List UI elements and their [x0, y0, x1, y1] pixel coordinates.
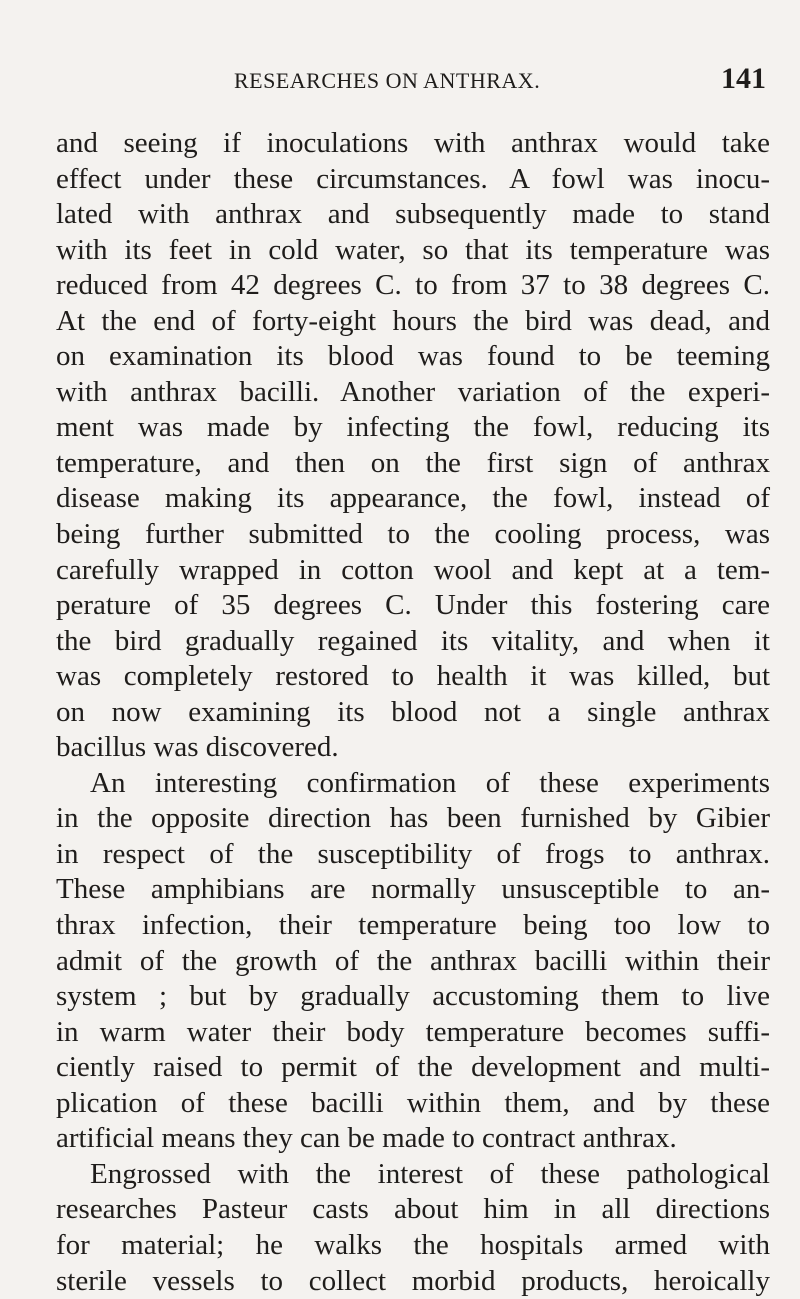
body-text [56, 126, 770, 1299]
text-line: plication of these bacilli within them, and by these [56, 1086, 770, 1122]
running-head [56, 62, 770, 102]
text-line: in warm water their body temperature becomes suffi- [56, 1015, 770, 1051]
text-line: on examination its blood was found to be teeming [56, 339, 770, 375]
text-line: with its feet in cold water, so that its temperature was [56, 233, 770, 269]
page-number: 141 [721, 62, 766, 96]
text-line: with anthrax bacilli. Another variation of the experi- [56, 375, 770, 411]
text-line: carefully wrapped in cotton wool and kept at a tem- [56, 553, 770, 589]
text-line: disease making its appearance, the fowl, instead of [56, 481, 770, 517]
text-line: the bird gradually regained its vitality, and when it [56, 624, 770, 660]
text-line: temperature, and then on the first sign of anthrax [56, 446, 770, 482]
text-line: artificial means they can be made to contract anthrax. [56, 1121, 770, 1157]
text-line: At the end of forty-eight hours the bird was dead, and [56, 304, 770, 340]
text-line: lated with anthrax and subsequently made to stand [56, 197, 770, 233]
text-line: for material; he walks the hospitals armed with [56, 1228, 770, 1264]
text-line: and seeing if inoculations with anthrax would take [56, 126, 770, 162]
text-line: thrax infection, their temperature being too low to [56, 908, 770, 944]
text-line: sterile vessels to collect morbid products, heroically [56, 1264, 770, 1299]
text-line: bacillus was discovered. [56, 730, 770, 766]
text-line: in the opposite direction has been furnished by Gibier [56, 801, 770, 837]
text-line: perature of 35 degrees C. Under this fostering care [56, 588, 770, 624]
text-line: ment was made by infecting the fowl, reducing its [56, 410, 770, 446]
text-line: ciently raised to permit of the development and multi- [56, 1050, 770, 1086]
text-line: An interesting confirmation of these experiments [56, 766, 770, 802]
text-line: admit of the growth of the anthrax bacilli within their [56, 944, 770, 980]
running-title: RESEARCHES ON ANTHRAX. [234, 68, 540, 94]
text-line: system ; but by gradually accustoming them to live [56, 979, 770, 1015]
text-line: effect under these circumstances. A fowl was inocu- [56, 162, 770, 198]
text-line: was completely restored to health it was killed, but [56, 659, 770, 695]
text-line: in respect of the susceptibility of frogs to anthrax. [56, 837, 770, 873]
text-line: reduced from 42 degrees C. to from 37 to 38 degrees C. [56, 268, 770, 304]
text-line: researches Pasteur casts about him in all directions [56, 1192, 770, 1228]
text-line: being further submitted to the cooling process, was [56, 517, 770, 553]
text-line: Engrossed with the interest of these pathological [56, 1157, 770, 1193]
text-line: These amphibians are normally unsusceptible to an- [56, 872, 770, 908]
text-line: on now examining its blood not a single anthrax [56, 695, 770, 731]
